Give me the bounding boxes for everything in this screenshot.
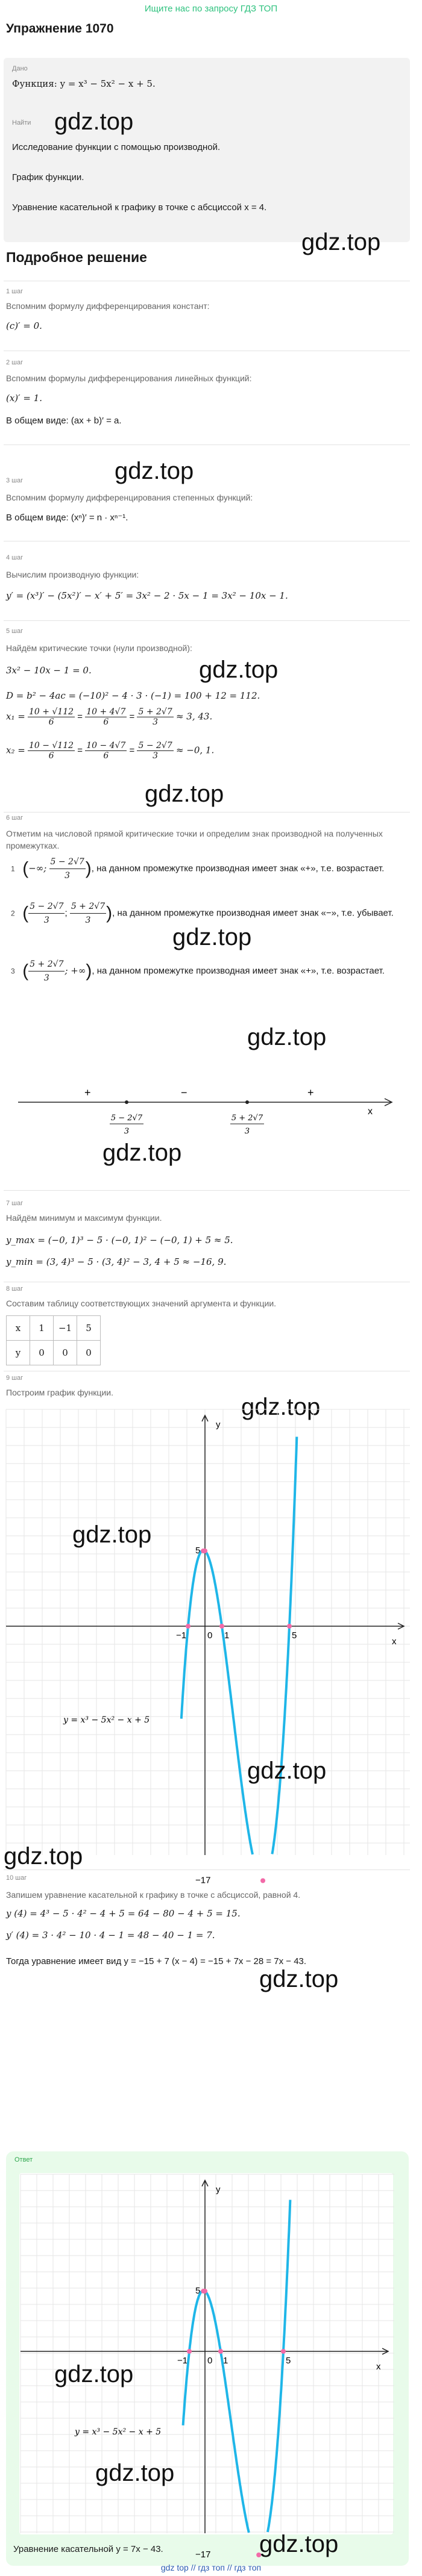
step-label: 6 шаг bbox=[6, 814, 24, 822]
watermark: gdz.top bbox=[259, 1966, 339, 1992]
y-min: y_min = (3, 4)³ − 5 · (3, 4)² − 3, 4 + 5 ≈ −16, 9. bbox=[6, 1256, 227, 1267]
watermark: gdz.top bbox=[102, 1140, 182, 1166]
key-point bbox=[186, 1624, 191, 1629]
table-row bbox=[7, 1341, 101, 1365]
find-item: Уравнение касательной к графику в точке с абсциссой x = 4. bbox=[12, 202, 267, 213]
step-formula: (x)′ = 1. bbox=[6, 393, 42, 404]
step-label: 2 шаг bbox=[6, 359, 24, 366]
critical-point-label: 3 bbox=[124, 1127, 130, 1136]
sign-label: − bbox=[181, 1087, 187, 1099]
quadratic-eq: 3x² − 10x − 1 = 0. bbox=[6, 665, 92, 676]
watermark: gdz.top bbox=[115, 458, 194, 484]
key-point bbox=[201, 1548, 206, 1553]
function-curve bbox=[183, 2200, 291, 2533]
divider bbox=[4, 444, 410, 445]
step-desc: Найдём минимум и максимум функции. bbox=[6, 1213, 162, 1223]
number-line bbox=[18, 1078, 404, 1150]
key-point bbox=[281, 2349, 286, 2354]
given-text: Функция: y = x³ − 5x² − x + 5. bbox=[12, 78, 156, 89]
footer-links[interactable]: gdz top // гдз топ // гдз топ bbox=[160, 2563, 262, 2572]
solution-title: Подробное решение bbox=[6, 249, 147, 265]
root-x1: x₁ = $\frac{10 + √112}{6}$ = $\frac{10 + 4√7}{6}$ = $\frac{5 + 2√7}{3}$ ≈ 3, 43. bbox=[6, 707, 213, 727]
y-max: y_max = (−0, 1)³ − 5 · (−0, 1)² − (−0, 1) + 5 ≈ 5. bbox=[6, 1235, 233, 1246]
divider bbox=[4, 620, 410, 621]
tick-label: 5 bbox=[286, 2356, 291, 2366]
fraction: $\frac{10 + √112}{6}$ bbox=[28, 707, 74, 727]
table-cell: 0 bbox=[77, 1341, 101, 1365]
step-desc: Найдём критические точки (нули производной): bbox=[6, 643, 192, 653]
table-cell: 5 bbox=[77, 1316, 101, 1341]
y-axis-label: y bbox=[216, 1420, 221, 1430]
x-axis-label: x bbox=[376, 2362, 381, 2372]
step-desc: Вспомним формулу дифференцирования констант: bbox=[6, 301, 210, 311]
watermark: gdz.top bbox=[4, 1843, 83, 1870]
critical-point-label: 5 + 2√7 bbox=[231, 1114, 263, 1123]
step-desc: Вспомним формулы дифференцирования линейных функций: bbox=[6, 373, 252, 383]
step-desc: Вычислим производную функции: bbox=[6, 570, 139, 579]
divider bbox=[4, 1190, 410, 1191]
fraction: $\frac{10 - 4√7}{6}$ bbox=[86, 741, 126, 761]
interval-item: 2 ( $\frac{5 - 2√7}{3}$ ; $\frac{5 + 2√7}{3}$ ), на данном промежутке производная имеет знак «−», т.е. убывает. bbox=[11, 900, 409, 927]
step-label: 7 шаг bbox=[6, 1200, 24, 1207]
step-desc: Отметим на числовой прямой критические точки и определим знак производной на полученных промежутках. bbox=[6, 829, 383, 850]
watermark: gdz.top bbox=[54, 2361, 134, 2387]
root-lhs: x₂ = bbox=[6, 744, 25, 756]
step-label: 4 шаг bbox=[6, 554, 24, 561]
table-cell: −1 bbox=[54, 1316, 77, 1341]
watermark: gdz.top bbox=[72, 1521, 152, 1548]
step-general: В общем виде: (ax + b)′ = a. bbox=[6, 416, 122, 426]
step-desc: Составим таблицу соответствующих значений аргумента и функции. bbox=[6, 1299, 277, 1308]
page-title: Упражнение 1070 bbox=[6, 22, 114, 36]
interval-item: 3 ( $\frac{5 + 2√7}{3}$ ; +∞), на данном промежутке производная имеет знак «+», т.е. возрастает. bbox=[11, 958, 409, 985]
y-at-4: y (4) = 4³ − 5 · 4² − 4 + 5 = 64 − 80 − 4 + 5 = 15. bbox=[6, 1908, 241, 1919]
x-axis-label: x bbox=[392, 1636, 397, 1647]
tick-label: 5 bbox=[195, 1545, 201, 1556]
table-cell: 0 bbox=[30, 1341, 54, 1365]
answer-label: Ответ bbox=[14, 2156, 33, 2163]
root-approx: ≈ 3, 43. bbox=[175, 711, 213, 722]
watermark: gdz.top bbox=[247, 1757, 327, 1784]
step-desc: Построим график функции. bbox=[6, 1388, 113, 1397]
function-formula: y = x³ − 5x² − x + 5 bbox=[75, 2427, 162, 2437]
watermark: gdz.top bbox=[172, 924, 252, 950]
watermark: gdz.top bbox=[54, 108, 134, 135]
critical-point-1 bbox=[125, 1100, 128, 1104]
root-lhs: x₁ = bbox=[6, 711, 25, 722]
discriminant: D = b² − 4ac = (−10)² − 4 · 3 · (−1) = 100 + 12 = 112. bbox=[6, 690, 260, 701]
tick-label: 5 bbox=[195, 2286, 201, 2296]
sign-label: + bbox=[307, 1087, 314, 1099]
critical-point-label: 3 bbox=[244, 1127, 250, 1136]
key-point bbox=[219, 1624, 224, 1629]
key-point bbox=[218, 2349, 223, 2354]
key-point bbox=[260, 1879, 265, 1883]
watermark: gdz.top bbox=[199, 656, 279, 683]
tick-label: 5 bbox=[292, 1630, 297, 1641]
fraction: $\frac{5 - 2√7}{3}$ bbox=[138, 741, 172, 761]
table-cell: 0 bbox=[54, 1341, 77, 1365]
step-formula: y′ = (x³)′ − (5x²)′ − x′ + 5′ = 3x² − 2 · 5x − 1 = 3x² − 10x − 1. bbox=[6, 590, 288, 601]
step-label: 9 шаг bbox=[6, 1374, 24, 1382]
find-item: Исследование функции с помощью производной. bbox=[12, 142, 221, 152]
key-point bbox=[201, 2289, 206, 2294]
tick-label: 0 bbox=[207, 1630, 213, 1641]
tick-label: −1 bbox=[176, 1630, 187, 1641]
step-desc: Запишем уравнение касательной к графику в точке с абсциссой, равной 4. bbox=[6, 1890, 301, 1900]
tick-label: 1 bbox=[224, 1630, 230, 1641]
watermark: gdz.top bbox=[145, 781, 224, 807]
key-point bbox=[287, 1624, 292, 1629]
watermark: gdz.top bbox=[241, 1394, 321, 1420]
step-label: 10 шаг bbox=[6, 1874, 27, 1882]
step-label: 3 шаг bbox=[6, 477, 24, 484]
step-formula: (c)′ = 0. bbox=[6, 320, 42, 331]
sign-label: + bbox=[84, 1087, 91, 1099]
watermark: gdz.top bbox=[259, 2531, 339, 2557]
critical-point-label: 5 − 2√7 bbox=[110, 1114, 143, 1123]
tick-label: 1 bbox=[223, 2356, 228, 2366]
fraction: $\frac{5 + 2√7}{3}$ bbox=[138, 707, 172, 727]
tick-label: −17 bbox=[195, 2549, 211, 2560]
derivative-at-4: y′ (4) = 3 · 4² − 10 · 4 − 1 = 48 − 40 − 1 = 7. bbox=[6, 1930, 215, 1941]
step-label: 8 шаг bbox=[6, 1285, 24, 1293]
tick-label: 0 bbox=[207, 2356, 213, 2366]
step-label: 5 шаг bbox=[6, 628, 24, 635]
given-label: Дано bbox=[12, 65, 28, 72]
root-approx: ≈ −0, 1. bbox=[175, 744, 215, 756]
watermark: gdz.top bbox=[95, 2460, 175, 2486]
key-point bbox=[187, 2349, 192, 2354]
interval-item: 1 (−∞; $\frac{5 - 2√7}{3}$ ), на данном промежутке производная имеет знак «+», т.е. возрастает. bbox=[11, 855, 409, 882]
answer-text: Уравнение касательной y = 7x − 43. bbox=[13, 2544, 163, 2554]
root-x2: x₂ = $\frac{10 - √112}{6}$ = $\frac{10 - 4√7}{6}$ = $\frac{5 - 2√7}{3}$ ≈ −0, 1. bbox=[6, 741, 215, 761]
find-label: Найти bbox=[12, 119, 31, 126]
tick-label: −1 bbox=[177, 2356, 188, 2366]
value-table bbox=[6, 1315, 101, 1365]
task-card bbox=[4, 58, 410, 242]
y-axis-label: y bbox=[216, 2185, 221, 2195]
function-formula: y = x³ − 5x² − x + 5 bbox=[63, 1715, 150, 1725]
table-cell: x bbox=[7, 1316, 30, 1341]
axis-label: x bbox=[368, 1106, 373, 1117]
step-desc: Вспомним формулу дифференцирования степенных функций: bbox=[6, 493, 253, 502]
fraction: $\frac{10 + 4√7}{6}$ bbox=[86, 707, 126, 727]
critical-point-2 bbox=[245, 1100, 249, 1104]
watermark: gdz.top bbox=[247, 1024, 327, 1050]
tangent-derivation: Тогда уравнение имеет вид y = −15 + 7 (x − 4) = −15 + 7x − 28 = 7x − 43. bbox=[6, 1956, 307, 1966]
find-item: График функции. bbox=[12, 172, 84, 182]
table-cell: y bbox=[7, 1341, 30, 1365]
tick-label: −17 bbox=[195, 1875, 211, 1886]
fraction: $\frac{10 - √112}{6}$ bbox=[28, 741, 74, 761]
table-cell: 1 bbox=[30, 1316, 54, 1341]
watermark: gdz.top bbox=[301, 229, 381, 255]
search-promo-link[interactable]: Ищите нас по запросу ГДЗ ТОП bbox=[144, 4, 278, 14]
step-label: 1 шаг bbox=[6, 288, 24, 295]
step-general: В общем виде: (xⁿ)′ = n · xⁿ⁻¹. bbox=[6, 513, 128, 523]
table-row bbox=[7, 1316, 101, 1341]
